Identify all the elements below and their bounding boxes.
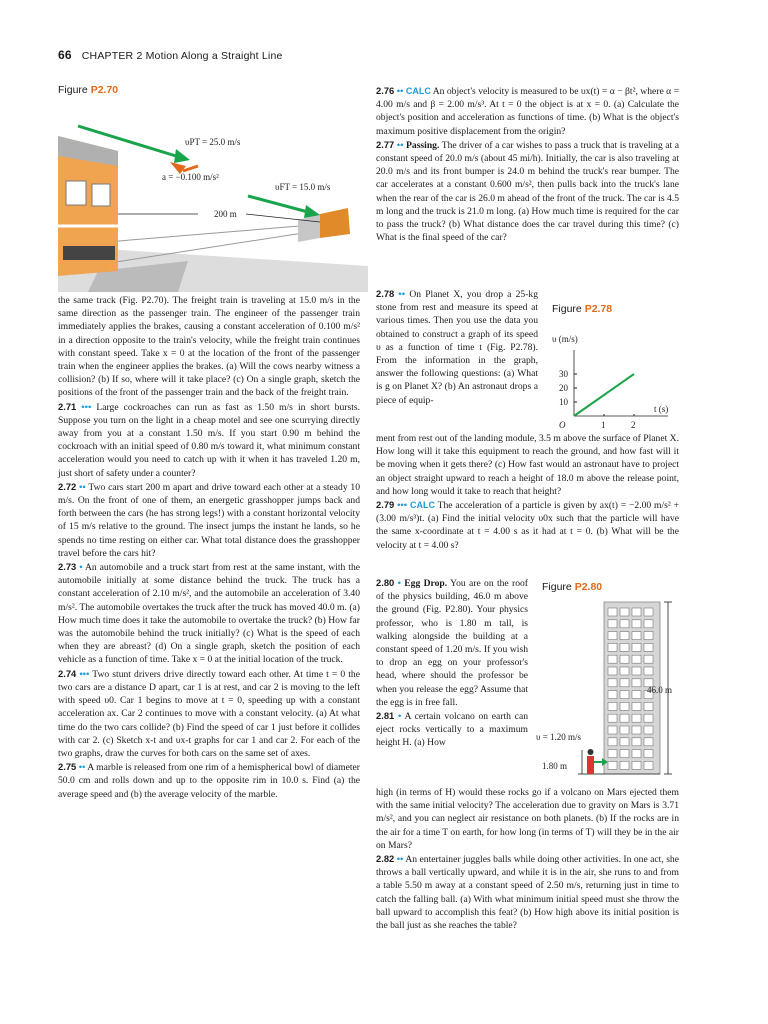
building-window	[644, 761, 653, 769]
building-window	[632, 643, 641, 651]
label-prof-speed: υ = 1.20 m/s	[536, 732, 582, 742]
building-window	[644, 667, 653, 675]
building-window	[608, 620, 617, 628]
figure-p278-graph	[546, 328, 680, 434]
building-window	[620, 702, 629, 710]
xtick-2: 2	[631, 420, 636, 430]
building-window	[608, 750, 617, 758]
building-window	[632, 608, 641, 616]
building-window	[620, 679, 629, 687]
building-window	[644, 643, 653, 651]
figure-p280-label: Figure P2.80	[542, 581, 603, 593]
building-window	[608, 632, 617, 640]
problem-2-73: 2.73 • An automobile and a truck start from rest at the same instant, with the automobile initially at some distance behind the truck. The truck has a constant acceleration of 2.10 m/s², and the automobile an acceleration of 3.40 m/s². The automobile overtakes the truck after the truck has moved 40.0 m. (a) How much time does it take the automobile to overtake the truck? (b) How far was the automobile behind the truck initially? (c) What is the speed of each when they are abreast? (d) On a single graph, sketch the position of each vehicle as a function of time. Take x = 0 at the initial location of the truck.	[58, 561, 361, 666]
problem-2-70-text: the same track (Fig. P2.70). The freight train is traveling at 15.0 m/s in the same direction as the passenger train. The engineer of the passenger train immediately applies the brakes, causing a constant acceleration of 0.100 m/s² in a direction opposite to the train's velocity, while the freight train continues with constant speed. Take x = 0 at the location of the front of the passenger train when the engineer applies the brakes. (a) Will the cows nearby witness a collision? (b) If so, where will it take place? (c) On a single graph, sketch the positions of the front of the passenger train and the back of the freight train.	[58, 295, 360, 399]
building-window	[620, 738, 629, 746]
building-window	[632, 691, 641, 699]
problem-2-80: 2.80 • Egg Drop. You are on the roof of the physics building, 46.0 m above the ground (Fig. P2.80). Your physics professor, who is 1.80 m tall, is walking alongside the building at a constant speed of 1.20 m/s. If you wish to drop an egg on your professor's head, where should the professor be when you release the egg? Assume that the egg is in free fall.	[376, 577, 528, 708]
building-window	[620, 643, 629, 651]
ytick-10: 10	[559, 397, 568, 407]
building-window	[632, 667, 641, 675]
building-window	[620, 761, 629, 769]
problem-2-76: 2.76 •• CALC An object's velocity is measured to be υx(t) = α − βt², where α = 4.00 m/s and β = 2.00 m/s³. At t = 0 the object is at x = 0. (a) Calculate the object's position and acceleration as functions of time. (b) What is the object's maximum positive displacement from the origin?	[376, 85, 679, 137]
ytick-20: 20	[559, 383, 568, 393]
left-column	[58, 294, 360, 801]
building-window	[608, 726, 617, 734]
problem-2-71: 2.71 ••• Large cockroaches can run as fast as 1.50 m/s in short bursts. Suppose you turn on the light in a cheap motel and see one scurrying directly away from you at a constant 1.50 m/s. If you start 0.90 m behind the cockroach with an initial speed of 0.80 m/s toward it, what minimum constant acceleration would you need to catch up with it when it has traveled 1.20 m, just short of safety under a counter?	[58, 400, 360, 479]
xtick-1: 1	[601, 420, 606, 430]
building-window	[620, 750, 629, 758]
building-window	[620, 667, 629, 675]
label-building-height: 46.0 m	[647, 685, 673, 695]
building-window	[608, 691, 617, 699]
building-window	[620, 620, 629, 628]
problem-2-78-a: 2.78 •• On Planet X, you drop a 25-kg stone from rest and measure its speed at various times. Then you use the data you obtained to construct a graph of its speed υ as a function of time t (Fig. P2.78). From the information in the graph, answer the following questions: (a) What is g on Planet X? (b) An astronaut drops a piece of equip-	[376, 288, 538, 406]
building-window	[632, 632, 641, 640]
building-window	[620, 726, 629, 734]
problem-2-80-81-narrow	[376, 576, 528, 750]
chapter-title: CHAPTER 2 Motion Along a Straight Line	[81, 50, 283, 62]
problem-2-72: 2.72 •• Two cars start 200 m apart and drive toward each other at a steady 10 m/s. On the front of one of them, an energetic grasshopper jumps back and forth between the cars (he has strong legs!) with a constant horizontal velocity of 15 m/s relative to the ground. The insect jumps the instant he lands, so he spends no time resting on either car. What total distance does the grasshopper travel before the cars hit?	[58, 480, 361, 559]
building-window	[644, 714, 653, 722]
xtick-origin: O	[559, 420, 566, 430]
problem-2-81-b: high (in terms of H) would these rocks go if a volcano on Mars ejected them with the same initial velocity? The acceleration due to gravity on Mars is 3.71 m/s², and you can neglect air resistance on both planets. (b) If the rocks are in the air for a time T on earth, for how long (in terms of T) will they be in the air on Mars?	[376, 787, 679, 851]
problem-2-82: 2.82 •• An entertainer juggles balls while doing other activities. In one act, she throws a ball vertically upward, and while it is in the air, she runs to and from a table 5.50 m away at a constant speed of 2.50 m/s, returning just in time to catch the falling ball. (a) With what minimum initial speed must she throw the ball upward to accomplish this feat? (b) How high above its initial position is the ball just as she reaches the table?	[376, 853, 679, 932]
figure-p270-label: Figure P2.70	[58, 84, 119, 96]
building-window	[608, 655, 617, 663]
building-window	[644, 632, 653, 640]
figure-p280-illustration	[532, 594, 684, 780]
building-window	[620, 632, 629, 640]
label-v-pt: υPT = 25.0 m/s	[185, 137, 241, 147]
figure-p270-illustration	[58, 96, 368, 292]
building-window	[620, 608, 629, 616]
building-window	[608, 714, 617, 722]
problem-2-74: 2.74 ••• Two stunt drivers drive directly toward each other. At time t = 0 the two cars are a distance D apart, car 1 is at rest, and car 2 is moving to the left with speed υ0. Car 1 begins to move at t = 0, speeding up with a constant acceleration ax. Car 2 continues to move with a constant velocity. (a) At what time do the two cars collide? (b) Find the speed of car 1 just before it collides with car 2. (c) Sketch x-t and υx-t graphs for car 1 and car 2. For each of the two graphs, draw the curves for both cars on the same set of axes.	[58, 667, 360, 759]
building-window	[608, 738, 617, 746]
page-number: 66	[58, 48, 72, 62]
problem-2-79: 2.79 ••• CALC The acceleration of a particle is given by ax(t) = −2.00 m/s² + (3.00 m/s³)t. (a) Find the initial velocity υ0x such that the particle will have the same x-coordinate at t = 4.00 s as it had at t = 0. (b) What will be the velocity at t = 4.00 s?	[376, 499, 679, 551]
right-column-mid	[376, 432, 679, 552]
right-column-top	[376, 84, 679, 244]
building-window	[644, 726, 653, 734]
figure-p278-label: Figure P2.78	[552, 303, 613, 315]
building-window	[608, 761, 617, 769]
building-window	[632, 679, 641, 687]
problem-2-81-a: 2.81 • A certain volcano on earth can eject rocks vertically to a maximum height H. (a) How	[376, 710, 528, 749]
building-window	[608, 608, 617, 616]
building-window	[644, 750, 653, 758]
building-window	[620, 691, 629, 699]
building-window	[632, 726, 641, 734]
building-window	[644, 620, 653, 628]
label-prof-height: 1.80 m	[542, 761, 568, 771]
problem-2-78-b: ment from rest out of the landing module, 3.5 m above the surface of Planet X. How long will it take this equipment to reach the ground, and how fast will it be moving when it gets there? (c) How fast would an astronaut have to project an object straight upward to reach a height of 18.0 m above the release point, and how long would it take to reach that height?	[376, 433, 679, 497]
building-window	[632, 702, 641, 710]
building-window	[620, 714, 629, 722]
building-window	[632, 738, 641, 746]
axis-label-v: υ (m/s)	[552, 334, 578, 344]
building-window	[620, 655, 629, 663]
building-window	[644, 738, 653, 746]
axis-label-t: t (s)	[654, 404, 669, 414]
building-window	[608, 679, 617, 687]
label-accel: a = −0.100 m/s²	[162, 172, 219, 182]
building-window	[632, 750, 641, 758]
building-window	[632, 620, 641, 628]
problem-2-77: 2.77 •• Passing. The driver of a car wishes to pass a truck that is traveling at a constant speed of 20.0 m/s (about 45 mi/h). Initially, the car is also traveling at 20.0 m/s and its front bumper is 24.0 m behind the truck's rear bumper. The car accelerates at a constant 0.600 m/s², then pulls back into the truck's lane when the rear of the car is 26.0 m ahead of the front of the truck. The car is 4.5 m long and the truck is 21.0 m long. (a) How much time is required for the car to pass the truck? (b) What distance does the car travel during this time? (c) What is the final speed of the car?	[376, 138, 679, 244]
building-window	[632, 714, 641, 722]
building-window	[632, 761, 641, 769]
label-v-ft: υFT = 15.0 m/s	[275, 182, 331, 192]
building-window	[644, 655, 653, 663]
building-window	[644, 702, 653, 710]
building-window	[632, 655, 641, 663]
building-window	[608, 702, 617, 710]
building-window	[644, 608, 653, 616]
label-distance: 200 m	[214, 209, 237, 219]
ytick-30: 30	[559, 369, 568, 379]
problem-2-75: 2.75 •• A marble is released from one rim of a hemispherical bowl of diameter 50.0 cm and rolls down and up to the opposite rim in 10.0 s. Find (a) the average speed and (b) the average velocity of the marble.	[58, 761, 360, 800]
building-window	[608, 667, 617, 675]
page-header	[58, 48, 283, 62]
building-window	[608, 643, 617, 651]
right-column-bottom	[376, 786, 679, 932]
